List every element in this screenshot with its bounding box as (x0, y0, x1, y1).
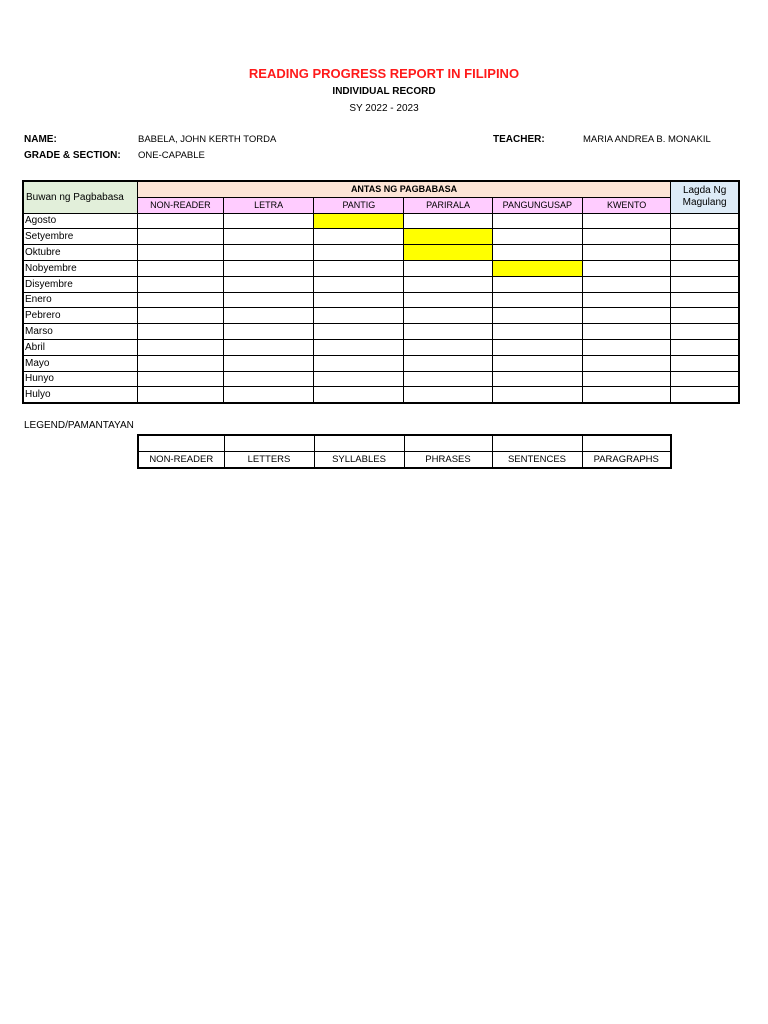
grid-cell[interactable] (582, 324, 670, 340)
highlighted-cell[interactable] (314, 213, 404, 229)
grid-cell[interactable] (137, 371, 223, 387)
grid-cell[interactable] (137, 292, 223, 308)
legend-swatch (224, 435, 314, 452)
legend-item-paragraphs: PARAGRAPHS (582, 452, 671, 469)
grid-cell[interactable] (137, 229, 223, 245)
grid-cell[interactable] (224, 339, 314, 355)
month-cell: Disyembre (23, 276, 137, 292)
level-header-kwento: KWENTO (582, 197, 670, 213)
teacher-label: TEACHER: (493, 134, 545, 145)
month-cell: Nobyembre (23, 260, 137, 276)
legend-item-syllables: SYLLABLES (314, 452, 404, 469)
table-row (23, 371, 739, 387)
table-row (23, 387, 739, 403)
grid-cell[interactable] (224, 276, 314, 292)
grid-cell[interactable] (224, 308, 314, 324)
grid-cell[interactable] (314, 260, 404, 276)
grid-cell[interactable] (224, 371, 314, 387)
legend-item-non-reader: NON-READER (138, 452, 224, 469)
grid-cell[interactable] (492, 324, 582, 340)
signature-cell[interactable] (671, 276, 739, 292)
grid-cell[interactable] (492, 276, 582, 292)
grade-section-label: GRADE & SECTION: (24, 150, 121, 161)
month-cell: Mayo (23, 355, 137, 371)
table-row (23, 245, 739, 261)
grid-cell[interactable] (224, 229, 314, 245)
signature-cell[interactable] (671, 213, 739, 229)
grid-cell[interactable] (224, 355, 314, 371)
name-label: NAME: (24, 134, 57, 145)
table-row (23, 292, 739, 308)
grid-cell[interactable] (137, 260, 223, 276)
grid-cell[interactable] (582, 371, 670, 387)
grid-cell[interactable] (404, 292, 492, 308)
month-cell: Pebrero (23, 308, 137, 324)
grid-cell[interactable] (224, 324, 314, 340)
grid-cell[interactable] (492, 387, 582, 403)
grid-cell[interactable] (137, 245, 223, 261)
grid-cell[interactable] (582, 355, 670, 371)
grid-cell[interactable] (314, 308, 404, 324)
grid-cell[interactable] (314, 339, 404, 355)
grid-cell[interactable] (492, 245, 582, 261)
legend-item-sentences: SENTENCES (492, 452, 582, 469)
grid-cell[interactable] (582, 387, 670, 403)
table-row (23, 276, 739, 292)
level-header-pangungusap: PANGUNGUSAP (492, 197, 582, 213)
legend-swatch (492, 435, 582, 452)
grid-cell[interactable] (404, 260, 492, 276)
grid-cell[interactable] (404, 276, 492, 292)
grid-cell[interactable] (492, 292, 582, 308)
grid-cell[interactable] (404, 308, 492, 324)
legend-table (137, 434, 672, 469)
level-header-letra: LETRA (224, 197, 314, 213)
month-cell: Enero (23, 292, 137, 308)
grid-cell[interactable] (137, 387, 223, 403)
grid-cell[interactable] (137, 324, 223, 340)
grid-cell[interactable] (492, 371, 582, 387)
month-cell: Hulyo (23, 387, 137, 403)
grid-cell[interactable] (224, 260, 314, 276)
grid-cell[interactable] (582, 260, 670, 276)
grid-cell[interactable] (582, 229, 670, 245)
signature-cell[interactable] (671, 308, 739, 324)
legend-label: LEGEND/PAMANTAYAN (24, 420, 134, 431)
signature-cell[interactable] (671, 229, 739, 245)
grid-cell[interactable] (314, 292, 404, 308)
month-cell: Oktubre (23, 245, 137, 261)
grid-cell[interactable] (492, 339, 582, 355)
legend-item-letters: LETTERS (224, 452, 314, 469)
month-cell: Abril (23, 339, 137, 355)
grid-cell[interactable] (492, 229, 582, 245)
grid-cell[interactable] (582, 213, 670, 229)
signature-cell[interactable] (671, 371, 739, 387)
signature-cell[interactable] (671, 292, 739, 308)
grid-cell[interactable] (404, 371, 492, 387)
grid-cell[interactable] (404, 324, 492, 340)
grid-cell[interactable] (314, 276, 404, 292)
grid-cell[interactable] (314, 245, 404, 261)
signature-cell[interactable] (671, 387, 739, 403)
grid-cell[interactable] (224, 213, 314, 229)
grid-cell[interactable] (404, 213, 492, 229)
legend-swatch (138, 435, 224, 452)
grid-cell[interactable] (582, 276, 670, 292)
grid-cell[interactable] (137, 355, 223, 371)
grid-cell[interactable] (314, 324, 404, 340)
grid-cell[interactable] (404, 387, 492, 403)
grid-cell[interactable] (492, 355, 582, 371)
legend-swatch (314, 435, 404, 452)
month-cell: Setyembre (23, 229, 137, 245)
grid-cell[interactable] (582, 292, 670, 308)
signature-cell[interactable] (671, 355, 739, 371)
grid-cell[interactable] (582, 308, 670, 324)
signature-cell[interactable] (671, 339, 739, 355)
table-row (23, 308, 739, 324)
table-row (23, 229, 739, 245)
name-value: BABELA, JOHN KERTH TORDA (138, 134, 277, 145)
antas-header: ANTAS NG PAGBABASA (137, 181, 670, 197)
report-subtitle: INDIVIDUAL RECORD (332, 86, 436, 97)
table-row (23, 213, 739, 229)
grid-cell[interactable] (492, 213, 582, 229)
grid-cell[interactable] (137, 276, 223, 292)
signature-cell[interactable] (671, 324, 739, 340)
month-column-header: Buwan ng Pagbabasa (23, 181, 137, 213)
grid-cell[interactable] (314, 387, 404, 403)
progress-table (22, 180, 740, 404)
level-header-pantig: PANTIG (314, 197, 404, 213)
grid-cell[interactable] (314, 355, 404, 371)
legend-swatch (404, 435, 492, 452)
legend-swatch (582, 435, 671, 452)
highlighted-cell[interactable] (404, 229, 492, 245)
table-row (23, 339, 739, 355)
level-header-non-reader: NON-READER (137, 197, 223, 213)
grid-cell[interactable] (582, 339, 670, 355)
grid-cell[interactable] (314, 229, 404, 245)
school-year: SY 2022 - 2023 (349, 103, 419, 114)
signature-cell[interactable] (671, 245, 739, 261)
month-cell: Hunyo (23, 371, 137, 387)
level-header-parirala: PARIRALA (404, 197, 492, 213)
highlighted-cell[interactable] (404, 245, 492, 261)
table-row (23, 355, 739, 371)
grid-cell[interactable] (582, 245, 670, 261)
month-cell: Agosto (23, 213, 137, 229)
grid-cell[interactable] (224, 387, 314, 403)
teacher-value: MARIA ANDREA B. MONAKIL (583, 134, 711, 145)
legend-item-phrases: PHRASES (404, 452, 492, 469)
month-cell: Marso (23, 324, 137, 340)
grid-cell[interactable] (137, 308, 223, 324)
table-row (23, 260, 739, 276)
grid-cell[interactable] (492, 308, 582, 324)
grid-cell[interactable] (224, 245, 314, 261)
table-row (23, 324, 739, 340)
grid-cell[interactable] (314, 371, 404, 387)
report-title: READING PROGRESS REPORT IN FILIPINO (248, 66, 520, 81)
grid-cell[interactable] (137, 339, 223, 355)
lagda-column-header: Lagda Ng Magulang (671, 181, 739, 213)
highlighted-cell[interactable] (492, 260, 582, 276)
signature-cell[interactable] (671, 260, 739, 276)
grid-cell[interactable] (404, 355, 492, 371)
grid-cell[interactable] (404, 339, 492, 355)
grid-cell[interactable] (224, 292, 314, 308)
grid-cell[interactable] (137, 213, 223, 229)
grade-section-value: ONE-CAPABLE (138, 150, 205, 161)
